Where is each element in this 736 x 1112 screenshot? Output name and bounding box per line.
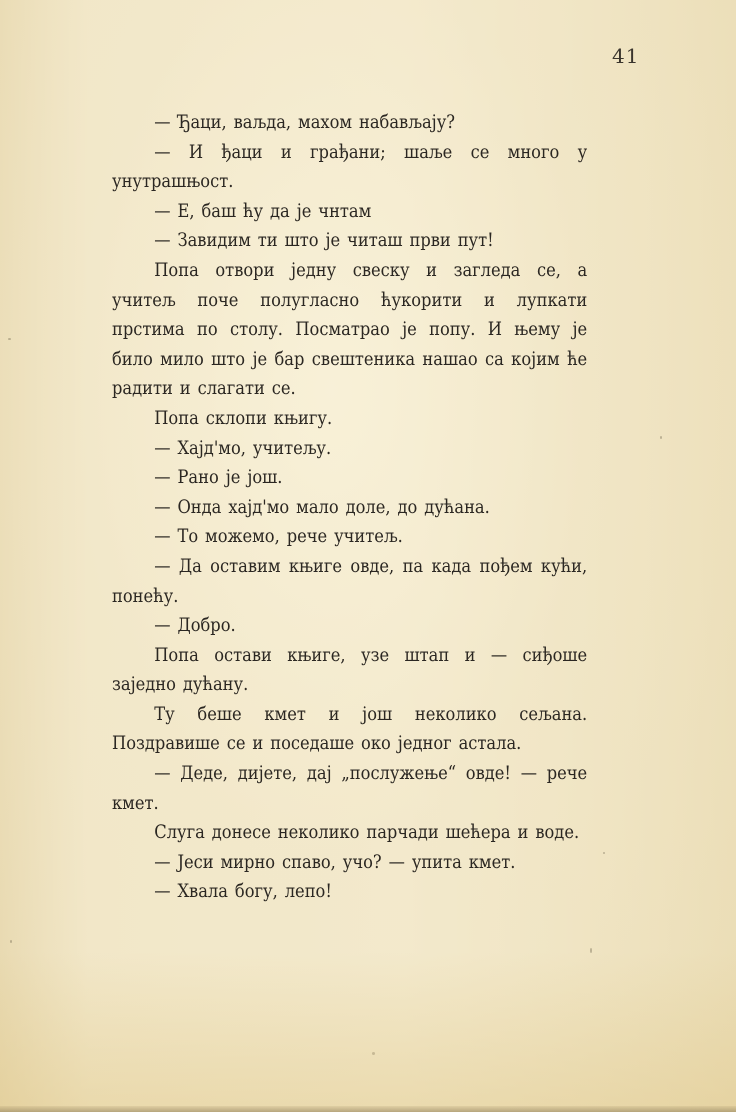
page-edge (0, 1106, 736, 1112)
paragraph: Слуга донесе неколико парчади шећера и воде. (154, 822, 580, 844)
paragraph: — Завидим ти што је читаш први пут! (154, 230, 494, 252)
paper-speck (590, 948, 592, 953)
page-number: 41 (612, 44, 640, 68)
paragraph: Попа отвори једну свеску и загледа се, а учитељ поче полугласно ћукорити и лупкати прстима по столу. Посматрао је попу. И њему је било мило што је бар свештеника нашао са којим ће радити и слагати се. (112, 259, 588, 400)
paragraph: — Добро. (154, 615, 236, 637)
paper-speck (603, 852, 605, 854)
paragraph: — Да оставим књиге овде, па када пођем кући, понећу. (112, 555, 588, 607)
page-text (112, 108, 587, 907)
paragraph: Попа склопи књигу. (154, 407, 333, 429)
paragraph: — Хајд'мо, учитељу. (154, 437, 332, 459)
paragraph: — И ђаци и грађани; шаље се много у унутрашњост. (112, 141, 588, 193)
paragraph: Попа остави књиге, узе штап и — сиђоше заједно дућану. (112, 644, 588, 696)
paper-speck (372, 1052, 375, 1055)
paragraph: — Хвала богу, лепо! (154, 881, 332, 903)
paper-speck (8, 338, 11, 340)
paragraph: — Рано је још. (154, 467, 283, 489)
paper-speck (660, 436, 662, 439)
paragraph: — Јеси мирно спаво, учо? — упита кмет. (154, 851, 516, 873)
paragraph: Ту беше кмет и још неколико сељана. Поздравише се и поседаше око једног астала. (112, 703, 588, 755)
paragraph: — Онда хајд'мо мало доле, до дућана. (154, 496, 490, 518)
paragraph: — Е, баш ћу да је чнтам (154, 200, 372, 222)
paragraph: — То можемо, рече учитељ. (154, 526, 403, 548)
paragraph: — Ђаци, ваљда, махом набављају? (154, 112, 456, 133)
paper-speck (10, 940, 12, 943)
paragraph: — Деде, дијете, дај „послужење“ овде! — рече кмет. (112, 763, 588, 814)
